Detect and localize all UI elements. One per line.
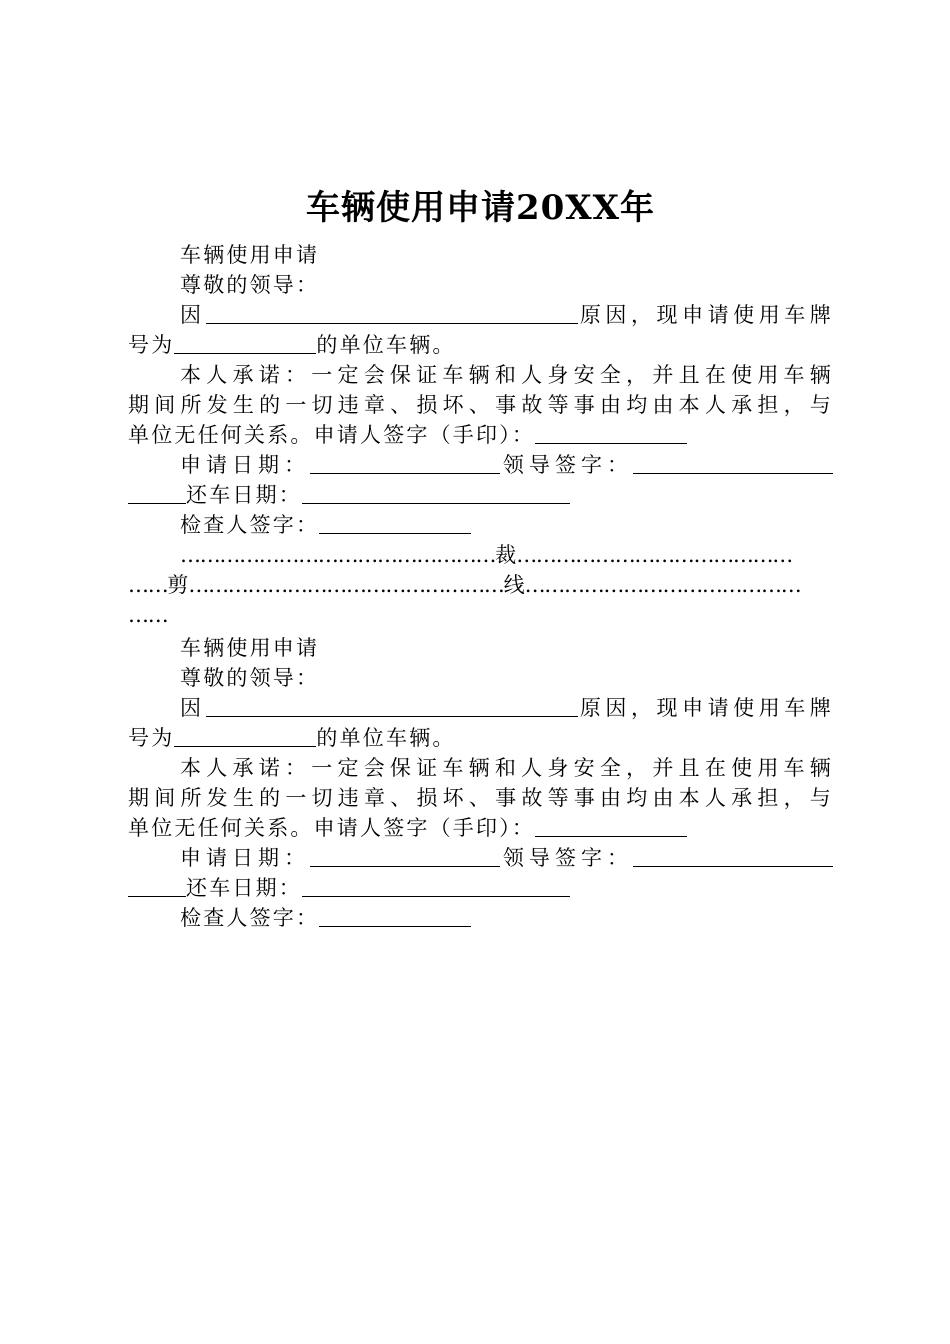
promise-line-2: 期间所发生的一切违章、损坏、事故等事由均由本人承担，与	[128, 393, 833, 417]
plate-prefix: 号为	[128, 726, 175, 750]
reason-suffix: 原因，现申请使用车牌	[577, 303, 833, 327]
return-date-line	[128, 480, 833, 510]
applicant-sign-blank[interactable]	[535, 423, 687, 444]
dots: ……	[128, 573, 168, 597]
plate-suffix: 的单位车辆。	[316, 726, 456, 750]
leader-sign-blank-cont[interactable]	[128, 876, 186, 897]
greeting: 尊敬的领导：	[180, 666, 320, 690]
reason-blank[interactable]	[206, 303, 578, 324]
document-title: 车辆使用申请20XX年	[305, 188, 656, 228]
cut-line-row-3	[128, 600, 833, 630]
cut-line-row-1	[128, 540, 833, 570]
date-sign-line	[128, 843, 833, 873]
inspector-blank[interactable]	[319, 513, 471, 534]
applicant-sign-label: 单位无任何关系。申请人签字（手印）：	[128, 816, 536, 840]
dots: ……………………………………	[516, 543, 793, 567]
plate-blank[interactable]	[174, 333, 316, 354]
applicant-sign-label: 单位无任何关系。申请人签字（手印）：	[128, 423, 536, 447]
return-date-label: 还车日期：	[186, 876, 302, 900]
leader-sign-blank-cont[interactable]	[128, 483, 186, 504]
application-form-2	[128, 633, 833, 933]
apply-date-label: 申请日期：	[180, 846, 311, 870]
dots: …………………………………………	[188, 573, 504, 597]
dots: ……………………………………	[524, 573, 801, 597]
promise-line-2: 期间所发生的一切违章、损坏、事故等事由均由本人承担，与	[128, 786, 833, 810]
promise-line-3	[128, 813, 833, 843]
inspector-label: 检查人签字：	[180, 513, 320, 537]
leader-sign-label: 领导签字：	[500, 453, 634, 477]
leader-sign-blank[interactable]	[633, 453, 833, 474]
plate-line	[128, 330, 833, 360]
promise-line-1: 本人承诺：一定会保证车辆和人身安全，并且在使用车辆	[180, 756, 833, 780]
return-date-label: 还车日期：	[186, 483, 302, 507]
plate-line	[128, 723, 833, 753]
reason-prefix: 因	[180, 696, 206, 720]
promise-line-3	[128, 420, 833, 450]
reason-prefix: 因	[180, 303, 206, 327]
reason-line	[128, 300, 833, 330]
cut-char: 线	[503, 573, 525, 597]
reason-blank[interactable]	[206, 696, 578, 717]
reason-suffix: 原因，现申请使用车牌	[577, 696, 833, 720]
inspector-blank[interactable]	[319, 906, 471, 927]
plate-prefix: 号为	[128, 333, 175, 357]
cut-char: 剪	[167, 573, 189, 597]
return-date-blank[interactable]	[302, 876, 570, 897]
applicant-sign-blank[interactable]	[535, 816, 687, 837]
return-date-blank[interactable]	[302, 483, 570, 504]
plate-suffix: 的单位车辆。	[316, 333, 456, 357]
apply-date-label: 申请日期：	[180, 453, 311, 477]
form-heading: 车辆使用申请	[180, 243, 320, 267]
application-form-1	[128, 240, 833, 540]
leader-sign-label: 领导签字：	[500, 846, 634, 870]
leader-sign-blank[interactable]	[633, 846, 833, 867]
date-sign-line	[128, 450, 833, 480]
cut-line	[128, 540, 833, 630]
greeting: 尊敬的领导：	[180, 273, 320, 297]
apply-date-blank[interactable]	[310, 846, 500, 867]
inspector-line	[128, 510, 833, 540]
dots: ……	[128, 603, 168, 627]
dots: …………………………………………	[180, 543, 496, 567]
cut-line-row-2	[128, 570, 833, 600]
apply-date-blank[interactable]	[310, 453, 500, 474]
plate-blank[interactable]	[174, 726, 316, 747]
form-heading: 车辆使用申请	[180, 636, 320, 660]
return-date-line	[128, 873, 833, 903]
inspector-label: 检查人签字：	[180, 906, 320, 930]
reason-line	[128, 693, 833, 723]
cut-char: 裁	[495, 543, 517, 567]
inspector-line	[128, 903, 833, 933]
promise-line-1: 本人承诺：一定会保证车辆和人身安全，并且在使用车辆	[180, 363, 833, 387]
